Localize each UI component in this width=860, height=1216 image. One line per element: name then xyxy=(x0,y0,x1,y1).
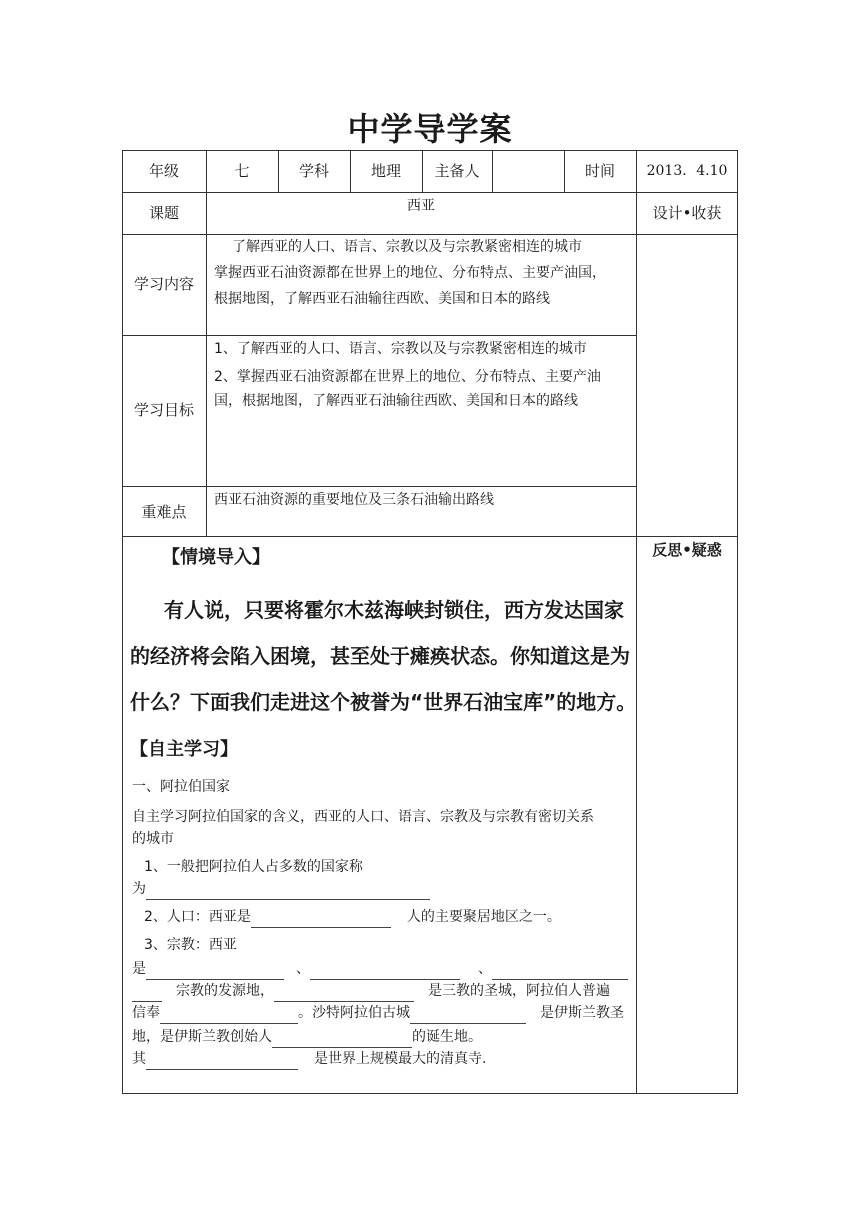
answer-blank[interactable] xyxy=(160,1007,298,1024)
answer-blank[interactable] xyxy=(272,1031,412,1048)
goal-line: 国，根据地图，了解西亚石油输往西欧、美国和日本的路线 xyxy=(214,393,578,409)
goal-line: 1、了解西亚的人口、语言、宗教以及与宗教紧密相连的城市 xyxy=(214,341,587,357)
answer-blank[interactable] xyxy=(146,963,284,980)
table-divider xyxy=(122,536,738,537)
subject-label: 学科 xyxy=(298,162,329,180)
table-divider xyxy=(122,192,738,193)
table-border-top xyxy=(122,150,738,151)
key-points-label: 重难点 xyxy=(141,503,187,521)
separator: 、 xyxy=(478,961,492,977)
question-3: 3、宗教：西亚 xyxy=(144,937,237,953)
answer-blank[interactable] xyxy=(492,963,628,980)
preparer-label: 主备人 xyxy=(434,162,480,180)
separator: 、 xyxy=(296,961,310,977)
table-divider xyxy=(636,150,637,1094)
answer-blank[interactable] xyxy=(251,911,391,928)
question-3-text: 地，是伊斯兰教创始人 xyxy=(132,1029,272,1045)
self-study-heading: 【自主学习】 xyxy=(130,739,238,760)
intro-line: 有人说，只要将霍尔木兹海峡封锁住，西方发达国家 xyxy=(164,598,624,622)
topic-value: 西亚 xyxy=(407,198,435,214)
question-3-line xyxy=(132,1026,482,1048)
intro-line: 什么？下面我们走进这个被誉为“世界石油宝库”的地方。 xyxy=(130,690,637,714)
self-study-desc: 的城市 xyxy=(132,831,174,847)
question-2 xyxy=(144,906,561,928)
question-3-text: 。沙特阿拉伯古城 xyxy=(298,1005,410,1021)
design-harvest-label: 设计•收获 xyxy=(652,204,722,222)
table-border-right xyxy=(737,150,738,1094)
question-2-tail: 人的主要聚居地区之一。 xyxy=(406,909,561,925)
question-1-prefix: 为 xyxy=(132,881,146,897)
table-divider xyxy=(492,150,493,192)
question-3-line xyxy=(132,1002,624,1024)
self-study-desc: 自主学习阿拉伯国家的含义，西亚的人口、语言、宗教及与宗教有密切关系 xyxy=(132,809,594,825)
time-value: 2013．4.10 xyxy=(646,163,728,179)
content-line: 根据地图，了解西亚石油输往西欧、美国和日本的路线 xyxy=(214,291,550,307)
question-3-text: 其 xyxy=(132,1051,146,1067)
answer-blank[interactable] xyxy=(310,963,460,980)
question-3-text: 信奉 xyxy=(132,1005,160,1021)
answer-blank[interactable] xyxy=(132,985,162,1002)
question-3-text: 的诞生地。 xyxy=(412,1029,482,1045)
question-3-text: 宗教的发源地， xyxy=(176,983,274,999)
answer-blank[interactable] xyxy=(410,1007,526,1024)
content-line: 了解西亚的人口、语言、宗教以及与宗教紧密相连的城市 xyxy=(232,239,582,255)
subject-value: 地理 xyxy=(370,162,401,180)
question-3-text: 是伊斯兰教圣 xyxy=(540,1005,624,1021)
lesson-plan-table xyxy=(122,150,738,1094)
answer-blank[interactable] xyxy=(146,883,430,900)
table-border-bottom xyxy=(122,1093,738,1094)
grade-label: 年级 xyxy=(148,162,179,180)
goal-line: 2、掌握西亚石油资源都在世界上的地位、分布特点、主要产油 xyxy=(214,369,601,385)
question-3-text: 是三教的圣城，阿拉伯人普遍 xyxy=(428,983,610,999)
question-3-line xyxy=(132,958,628,980)
intro-heading: 【情境导入】 xyxy=(162,547,270,568)
key-points-value: 西亚石油资源的重要地位及三条石油输出路线 xyxy=(214,492,494,508)
time-label: 时间 xyxy=(584,162,615,180)
goals-label: 学习目标 xyxy=(133,401,194,419)
answer-blank[interactable] xyxy=(146,1053,298,1070)
topic-label: 课题 xyxy=(148,204,179,222)
content-line: 掌握西亚石油资源都在世界上的地位、分布特点、主要产油国， xyxy=(214,265,606,281)
question-1: 1、一般把阿拉伯人占多数的国家称 xyxy=(144,859,363,875)
content-label: 学习内容 xyxy=(133,275,194,293)
question-2-text: 2、人口：西亚是 xyxy=(144,909,251,925)
intro-line: 的经济将会陷入困境，甚至处于瘫痪状态。你知道这是为 xyxy=(130,644,630,668)
reflection-label: 反思•疑惑 xyxy=(652,541,722,559)
grade-value: 七 xyxy=(234,162,250,180)
question-3-line xyxy=(132,1048,486,1070)
page-title: 中学导学案 xyxy=(347,110,513,148)
question-3-line xyxy=(132,980,610,1002)
question-1-line xyxy=(132,878,430,900)
question-3-text: 是 xyxy=(132,961,146,977)
self-study-subheading: 一、阿拉伯国家 xyxy=(132,779,230,795)
question-3-text: 是世界上规模最大的清真寺. xyxy=(314,1051,487,1067)
answer-blank[interactable] xyxy=(274,985,414,1002)
